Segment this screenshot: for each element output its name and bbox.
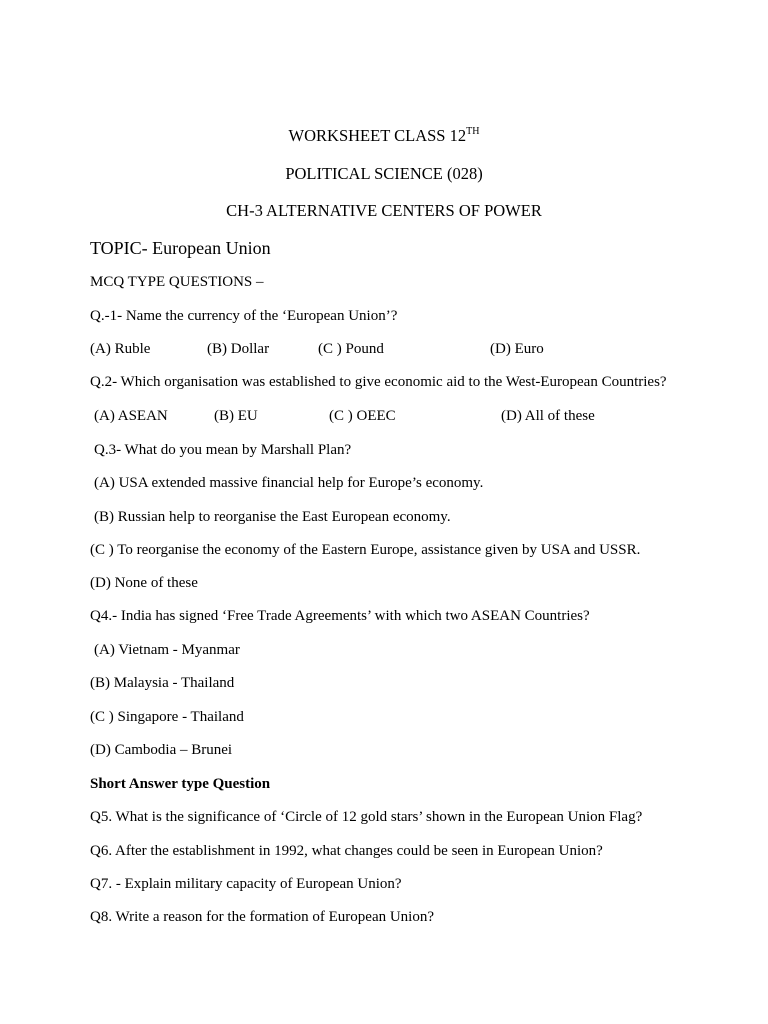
q4-option-a: (A) Vietnam - Myanmar bbox=[94, 642, 240, 658]
short-answer-heading: Short Answer type Question bbox=[90, 776, 271, 792]
q2-option-d: (D) All of these bbox=[501, 408, 595, 424]
q1-option-a: (A) Ruble bbox=[90, 341, 151, 357]
question-7: Q7. - Explain military capacity of European Union? bbox=[90, 876, 402, 892]
question-3: Q.3- What do you mean by Marshall Plan? bbox=[94, 442, 352, 458]
worksheet-title-superscript: TH bbox=[466, 126, 480, 137]
q3-option-b: (B) Russian help to reorganise the East European economy. bbox=[94, 509, 451, 525]
q1-option-b: (B) Dollar bbox=[207, 341, 270, 357]
q3-option-a: (A) USA extended massive financial help for Europe’s economy. bbox=[94, 475, 484, 491]
mcq-heading: MCQ TYPE QUESTIONS – bbox=[90, 274, 264, 290]
q4-option-c: (C ) Singapore - Thailand bbox=[90, 709, 244, 725]
q1-option-d: (D) Euro bbox=[490, 341, 544, 357]
question-1: Q.-1- Name the currency of the ‘European Union’? bbox=[90, 308, 398, 324]
question-6: Q6. After the establishment in 1992, what changes could be seen in European Union? bbox=[90, 843, 603, 859]
subject-title: POLITICAL SCIENCE (028) bbox=[285, 164, 483, 183]
chapter-title: CH-3 ALTERNATIVE CENTERS OF POWER bbox=[226, 201, 542, 220]
question-4: Q4.- India has signed ‘Free Trade Agreements’ with which two ASEAN Countries? bbox=[90, 608, 590, 624]
q3-option-d: (D) None of these bbox=[90, 575, 198, 591]
q1-option-c: (C ) Pound bbox=[318, 341, 384, 357]
worksheet-title-text: WORKSHEET CLASS 12 bbox=[288, 126, 467, 145]
q4-option-b: (B) Malaysia - Thailand bbox=[90, 675, 235, 691]
q2-option-a: (A) ASEAN bbox=[94, 408, 168, 424]
q2-option-c: (C ) OEEC bbox=[329, 408, 396, 424]
question-2: Q.2- Which organisation was established to give economic aid to the West-European Countries? bbox=[90, 374, 667, 390]
worksheet-title bbox=[0, 128, 768, 145]
q3-option-c: (C ) To reorganise the economy of the Eastern Europe, assistance given by USA and USSR. bbox=[90, 542, 641, 558]
question-5: Q5. What is the significance of ‘Circle of 12 gold stars’ shown in the European Union Flag? bbox=[90, 809, 643, 825]
question-8: Q8. Write a reason for the formation of European Union? bbox=[90, 909, 435, 925]
q4-option-d: (D) Cambodia – Brunei bbox=[90, 742, 233, 758]
topic-heading: TOPIC- European Union bbox=[90, 238, 271, 258]
q2-option-b: (B) EU bbox=[214, 408, 258, 424]
